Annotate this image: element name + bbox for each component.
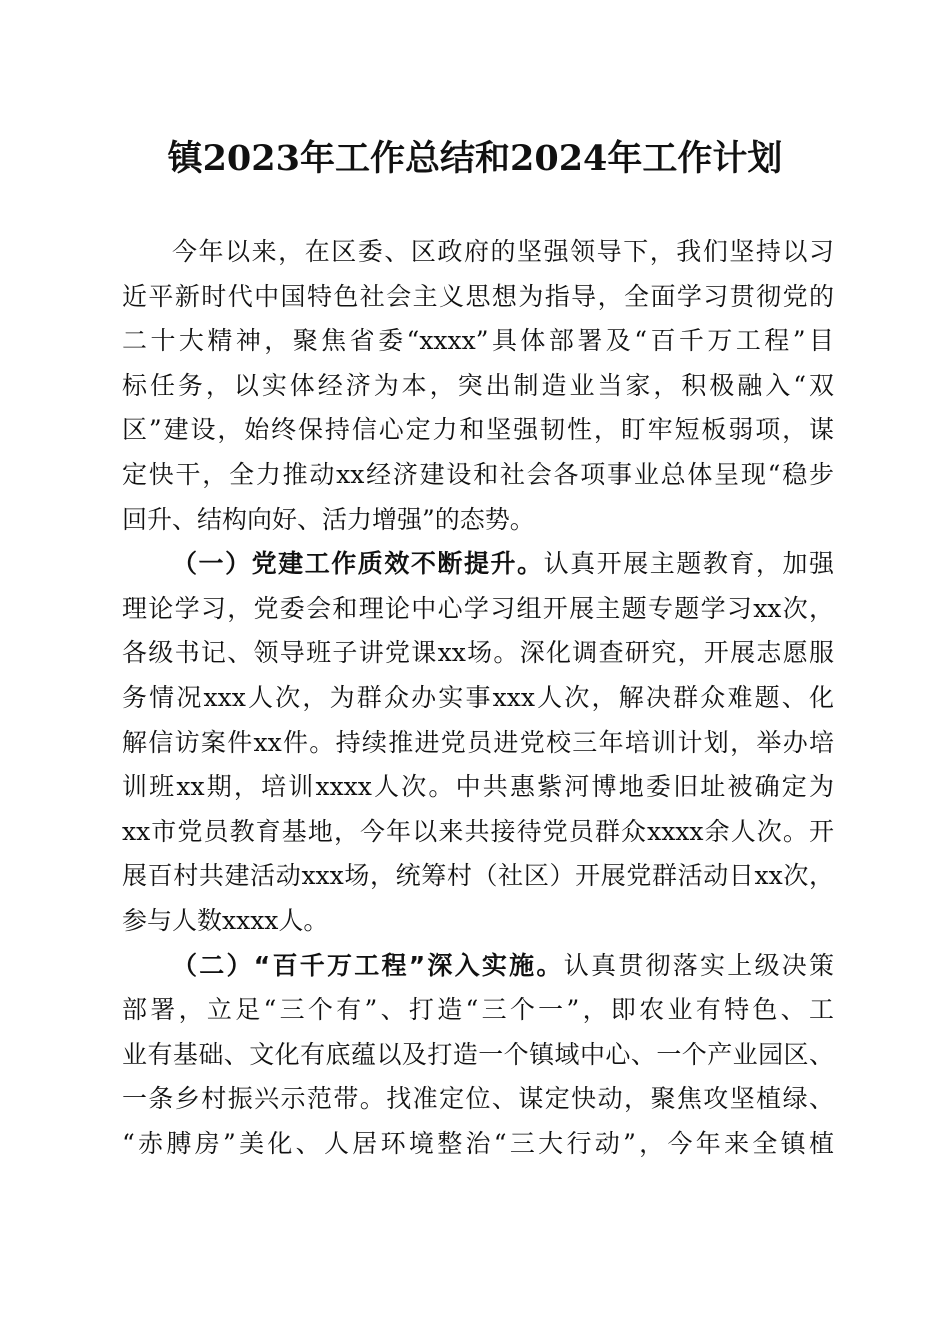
paragraph-project: [122, 944, 834, 1167]
text-line: 业有基础、文化有底蕴以及打造一个镇域中心、一个产业园区、: [122, 1039, 834, 1069]
text-line-rest: 认真贯彻落实上级决策: [563, 950, 834, 980]
text-line: 参与人数xxxx人。: [122, 905, 329, 935]
section-heading: （二）“百千万工程”深入实施。: [172, 950, 564, 980]
text-line: 标任务，以实体经济为本，突出制造业当家，积极融入“双: [122, 370, 834, 400]
text-line: 各级书记、领导班子讲党课xx场。深化调查研究，开展志愿服: [122, 638, 834, 668]
text-line: 解信访案件xx件。持续推进党员进党校三年培训计划，举办培: [122, 727, 834, 757]
text-line: 回升、结构向好、活力增强”的态势。: [122, 504, 535, 534]
text-line: 部署，立足“三个有”、打造“三个一”，即农业有特色、工: [122, 995, 834, 1025]
paragraph-intro: [122, 230, 834, 542]
text-line: xx市党员教育基地，今年以来共接待党员群众xxxx余人次。开: [122, 816, 834, 846]
text-line: 今年以来，在区委、区政府的坚强领导下，我们坚持以习: [172, 237, 834, 266]
text-line: “赤膊房”美化、人居环境整治“三大行动”，今年来全镇植: [122, 1128, 834, 1158]
document-body: [122, 230, 834, 1166]
text-line: 近平新时代中国特色社会主义思想为指导，全面学习贯彻党的: [122, 281, 834, 311]
document-title: 镇2023年工作总结和2024年工作计划: [167, 138, 783, 179]
paragraph-party-building: [122, 542, 834, 943]
text-line: 区”建设，始终保持信心定力和坚强韧性，盯牢短板弱项，谋: [122, 415, 834, 445]
text-line: [122, 542, 834, 587]
text-line: 理论学习，党委会和理论中心学习组开展主题专题学习xx次，: [122, 593, 834, 623]
section-heading: （一）党建工作质效不断提升。: [172, 549, 544, 579]
text-line: [122, 944, 834, 989]
text-line: 展百村共建活动xxx场，统筹村（社区）开展党群活动日xx次，: [122, 861, 834, 891]
text-line: 训班xx期，培训xxxx人次。中共惠紫河博地委旧址被确定为: [122, 772, 834, 802]
text-line: 务情况xxx人次，为群众办实事xxx人次，解决群众难题、化: [122, 682, 834, 712]
text-line: 定快干，全力推动xx经济建设和社会各项事业总体呈现“稳步: [122, 459, 834, 489]
text-line: 二十大精神，聚焦省委“xxxx”具体部署及“百千万工程”目: [122, 326, 834, 356]
text-line-rest: 认真开展主题教育，加强: [543, 549, 834, 579]
text-line: 一条乡村振兴示范带。找准定位、谋定快动，聚焦攻坚植绿、: [122, 1084, 834, 1114]
